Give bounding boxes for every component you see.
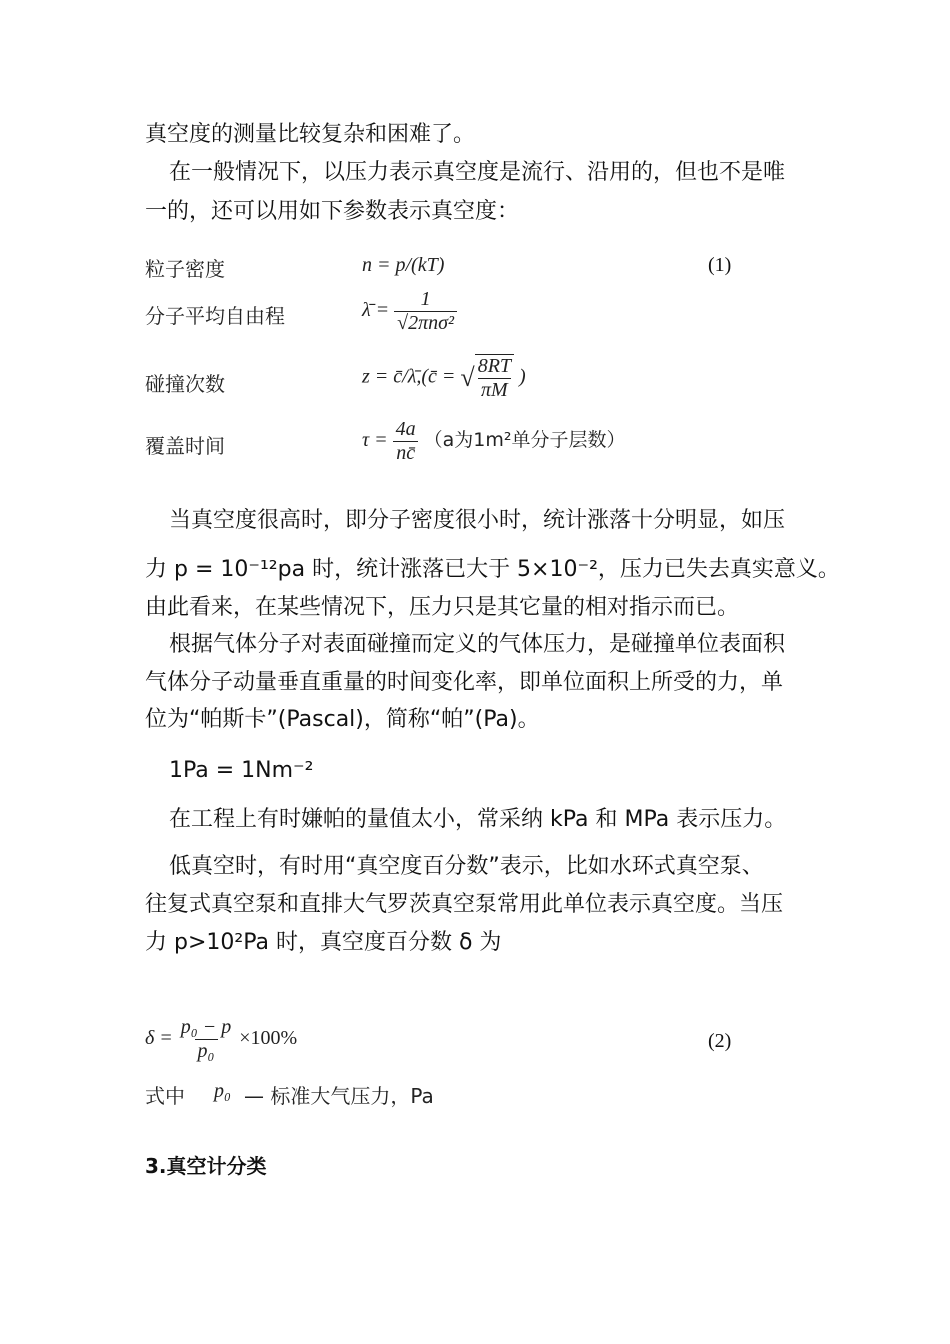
- eq-cover-fraction: [393, 418, 419, 465]
- eq-coll-den: πM: [478, 378, 511, 402]
- eq-mfp-formula: [362, 288, 457, 335]
- eq2-tail: ×100%: [239, 1027, 298, 1050]
- para3-line3: 由此看来，在某些情况下，压力只是其它量的相对指示而已。: [145, 595, 740, 620]
- eq-mfp-label: 分子平均自由程: [145, 304, 285, 328]
- eq-coll-tail: ): [519, 365, 526, 388]
- para3-line1: 当真空度很高时，即分子密度很小时，统计涨落十分明显，如压: [169, 508, 786, 533]
- eq-cover-note: （a为1m²单分子层数）: [423, 429, 626, 452]
- eq-cover-label: 覆盖时间: [145, 434, 225, 458]
- para6-line1: 低真空时，有时用“真空度百分数”表示，比如水环式真空泵、: [169, 854, 764, 879]
- where-label: 式中: [145, 1084, 185, 1108]
- para5: 在工程上有时嫌帕的量值太小，常采纳 kPa 和 MPa 表示压力。: [169, 807, 787, 832]
- para6-line2: 往复式真空泵和直排大气罗茨真空泵常用此单位表示真空度。当压: [145, 892, 784, 917]
- eq-coll-formula: [362, 354, 526, 402]
- eq-cover-num: 4a: [395, 418, 416, 440]
- eq-coll-label: 碰撞次数: [145, 372, 225, 396]
- para2-line1: 在一般情况下，以压力表示真空度是流行、沿用的，但也不是唯: [169, 160, 786, 185]
- where-text: — 标准大气压力，Pa: [244, 1084, 434, 1108]
- para3-line2: 力 p = 10⁻¹²pa 时，统计涨落已大于 5×10⁻²，压力已失去真实意义。: [145, 557, 840, 582]
- eq-mfp-lhs: λ̄ =: [362, 299, 390, 322]
- para6-line3: 力 p>10²Pa 时，真空度百分数 δ 为: [145, 930, 502, 955]
- eq-mfp-den: √2πnσ²: [394, 311, 457, 335]
- eq-coll-num: 8RT: [477, 355, 512, 377]
- eq-mfp-num: 1: [420, 288, 431, 310]
- sqrt-symbol: √: [460, 363, 475, 392]
- eq-mfp-fraction: [394, 288, 457, 335]
- para4-line1: 根据气体分子对表面碰撞而定义的气体压力，是碰撞单位表面积: [169, 632, 786, 657]
- eq-cover-formula: [362, 418, 626, 465]
- para4-line3: 位为“帕斯卡”(Pascal)，简称“帕”(Pa)。: [145, 707, 540, 732]
- eq1-label: 粒子密度: [145, 257, 225, 281]
- eq1-number: (1): [708, 254, 732, 276]
- section-heading: 3.真空计分类: [145, 1154, 267, 1178]
- eq2-formula: [145, 1016, 297, 1063]
- para1-tail: 真空度的测量比较复杂和困难了。: [145, 122, 476, 147]
- where-symbol: p₀: [214, 1080, 231, 1102]
- eq2-den: p₀: [195, 1039, 218, 1063]
- para4-line2: 气体分子动量垂直重量的时间变化率，即单位面积上所受的力，单: [145, 670, 784, 695]
- eq-cover-den: nc̄: [393, 441, 418, 465]
- eq-coll-fraction: [475, 354, 514, 402]
- eq1-formula: n = p/(kT): [362, 254, 445, 276]
- eq2-lhs: δ =: [145, 1027, 173, 1050]
- unit-line: 1Pa = 1Nm⁻²: [169, 758, 314, 783]
- eq-cover-lhs: τ =: [362, 429, 388, 452]
- eq2-fraction: [178, 1016, 234, 1063]
- para2-line2: 一的，还可以用如下参数表示真空度：: [145, 199, 520, 224]
- eq-coll-lhs: z = c̄/λ̄,(c̄ =: [362, 365, 456, 388]
- eq2-number: (2): [708, 1030, 732, 1052]
- eq2-num: p₀ − p: [180, 1016, 232, 1038]
